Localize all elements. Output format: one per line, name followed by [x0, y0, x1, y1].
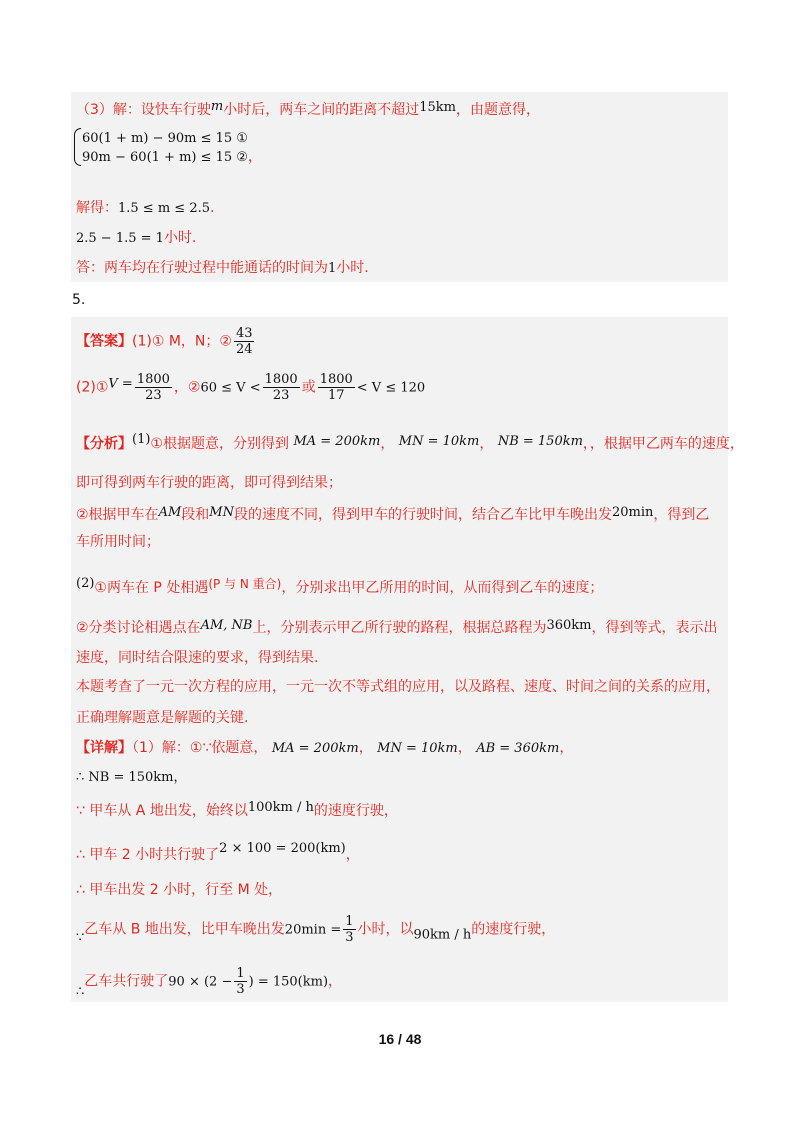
frac-den: 3	[236, 982, 245, 997]
analysis-p4c: ，得到等式，表示出	[591, 620, 718, 636]
analysis-part2-num: (2)	[76, 576, 95, 591]
detail-d6c: 的速度行驶，	[471, 921, 556, 938]
part3-intro: （3）解：设快车行驶	[76, 102, 211, 118]
frac-num: 1800	[264, 372, 298, 387]
detail-line-3	[76, 799, 398, 820]
analysis-line-9: 正确理解题意是解题的关键.	[76, 710, 249, 726]
solve-line	[76, 199, 214, 218]
part3-intro-line	[76, 98, 540, 119]
analysis-line-7: 速度，同时结合限速的要求，得到结果.	[76, 650, 319, 666]
analysis-part1-num: (1)	[132, 432, 151, 447]
detail-fraction-1-3-a	[343, 914, 355, 945]
detail-mn: MN = 10km	[377, 741, 458, 756]
detail-tag: 【详解】	[76, 740, 132, 756]
distance-15km: 15km	[419, 100, 456, 115]
analysis-p3b: ，分别求出甲乙所用的时间，从而得到乙车的速度；	[281, 580, 604, 596]
difference-text: 小时.	[163, 230, 197, 246]
answer-range1: 60 ≤ V <	[200, 380, 261, 396]
detail-speed-100: 100km / h	[247, 800, 314, 815]
answer-sep: ，②	[173, 379, 201, 396]
detail-d6b: 小时，以	[357, 921, 414, 938]
detail-d4a: ∴ 甲车 2 小时共行驶了	[76, 847, 220, 863]
analysis-p1a: ①根据题意，分别得到	[150, 436, 289, 452]
frac-den: 23	[272, 388, 290, 403]
part3-answer-num: 1	[328, 261, 337, 276]
detail-d7-math2: ) = 150(km)	[248, 974, 329, 990]
analysis-p3a: ①两车在 P 处相遇	[94, 580, 209, 596]
var-m: m	[210, 99, 224, 114]
analysis-20min: 20min	[611, 505, 654, 520]
answer-or: 或	[301, 379, 316, 396]
analysis-line-6	[76, 617, 718, 637]
analysis-am: AM	[158, 505, 182, 520]
frac-num: 1800	[319, 372, 353, 387]
detail-d5: ∴ 甲车出发 2 小时，行至 M 处，	[76, 882, 283, 898]
analysis-p4a: ②分类讨论相遇点在	[76, 620, 201, 636]
frac-den: 17	[327, 388, 345, 403]
analysis-p2b: 段和	[181, 507, 210, 523]
page-number: 16 / 48	[378, 1031, 422, 1047]
frac-den: 3	[345, 930, 354, 945]
part3-answer-end: 小时.	[336, 260, 369, 276]
analysis-tag: 【分析】	[76, 436, 132, 452]
analysis-p1b: ，根据甲乙两车的速度，	[589, 436, 744, 452]
analysis-nb: NB = 150km	[497, 434, 583, 449]
detail-ab: AB = 360km	[476, 741, 560, 756]
inequality-brace	[74, 128, 81, 166]
solution-box-part3	[71, 92, 728, 282]
detail-line-4: ∴ 甲车 2 小时共行驶了2 × 100 = 200(km)，	[76, 841, 360, 863]
solve-math: 1.5 ≤ m ≤ 2.5	[118, 201, 210, 216]
detail-fraction-1-3-b	[234, 966, 246, 997]
analysis-mn: MN = 10km	[398, 434, 480, 449]
detail-d1a: （1）解：①∵依题意，	[132, 740, 268, 756]
frac-den: 24	[235, 342, 253, 357]
difference-line	[76, 229, 196, 248]
analysis-line-3	[76, 504, 709, 524]
frac-num: 1	[236, 966, 245, 981]
inequality-2	[82, 148, 262, 167]
detail-d6a: 乙车从 B 地出发，比甲车晚出发	[84, 921, 285, 938]
frac-num: 1800	[136, 372, 170, 387]
analysis-p2c: 段的速度不同，得到甲车的行驶时间，结合乙车比甲车晚出发	[233, 507, 612, 523]
detail-d3a: ∵ 甲车从 A 地出发，始终以	[76, 803, 248, 819]
answer-v-eq: V =	[108, 376, 133, 392]
answer-fraction-1800-23-b	[263, 372, 300, 403]
analysis-line-5	[76, 575, 603, 597]
answer-line-1	[76, 326, 256, 357]
inequality-1-text: 60(1 + m) − 90m ≤ 15 ①	[82, 131, 248, 146]
detail-line-7: ∴乙车共行驶了90 × (2 − $\frac{1}{3}$ ) = 150(km)，	[76, 966, 343, 1000]
detail-d4-math: 2 × 100 = 200(km)	[219, 841, 346, 856]
detail-d7-math1: 90 × (2 −	[168, 974, 233, 990]
analysis-line-2: 即可得到两车行驶的距离，即可得到结果；	[76, 475, 342, 491]
analysis-line-1: 【分析】(1)①根据题意，分别得到 MA = 200km， MN = 10km， NB = 150km，，根据甲乙两车的速度，	[76, 432, 744, 452]
answer-range2: < V ≤ 120	[356, 380, 426, 396]
answer-part1: (1)① M，N；②	[132, 333, 232, 350]
analysis-am-nb: AM, NB	[200, 618, 253, 633]
analysis-p4b: 上，分别表示甲乙所行驶的路程，根据总路程为	[252, 620, 547, 636]
frac-num: 1	[345, 914, 354, 929]
question-number: 5.	[72, 292, 86, 308]
part3-intro-end: ，由题意得，	[456, 102, 540, 118]
detail-ma: MA = 200km	[271, 741, 359, 756]
answer-fraction-1800-17	[318, 372, 355, 403]
solve-label: 解得：	[76, 200, 118, 216]
answer-part2-prefix: (2)①	[76, 379, 109, 396]
part3-intro-mid: 小时后，两车之间的距离不超过	[223, 102, 420, 118]
inequality-1	[82, 129, 248, 148]
analysis-ma: MA = 200km	[293, 434, 381, 449]
detail-line-5	[76, 881, 282, 899]
frac-den: 23	[145, 388, 162, 403]
detail-speed-90: 90km / h	[413, 927, 472, 943]
detail-line-1: 【详解】（1）解：①∵依题意， MA = 200km， MN = 10km， AB = 360km，	[76, 740, 574, 756]
part3-answer-line	[76, 259, 369, 278]
analysis-total-360km: 360km	[546, 618, 592, 633]
answer-fraction-1800-23-a	[135, 372, 172, 403]
detail-20min: 20min =	[284, 922, 342, 938]
part3-answer-prefix: 答：两车均在行驶过程中能通话的时间为	[76, 260, 328, 276]
analysis-p2a: ②根据甲车在	[76, 507, 159, 523]
analysis-p2d: ，得到乙	[653, 507, 710, 523]
detail-d7-end: ，	[328, 973, 343, 990]
inequality-2-text: 90m − 60(1 + m) ≤ 15 ②	[82, 150, 248, 165]
detail-line-6: ∵乙车从 B 地出发，比甲车晚出发20min = $\frac{1}{3}$ 小时，以90km / h的速度行驶，	[76, 914, 556, 946]
inequality-2-end: ，	[247, 149, 262, 165]
analysis-line-4: 车所用时间；	[76, 534, 160, 550]
difference-math: 2.5 − 1.5 = 1	[76, 231, 164, 246]
detail-line-2	[76, 768, 187, 787]
answer-fraction-43-24	[234, 326, 255, 357]
frac-num: 43	[235, 326, 253, 341]
detail-nb: ∴ NB = 150km，	[76, 770, 187, 785]
solve-end: .	[210, 200, 215, 216]
detail-d7a: 乙车共行驶了	[84, 973, 169, 990]
analysis-p3-paren: (P 与 N 重合)	[208, 577, 282, 591]
detail-d3b: 的速度行驶，	[313, 803, 398, 819]
analysis-mn2: MN	[209, 505, 234, 520]
answer-line-2	[76, 372, 425, 403]
answer-tag: 【答案】	[76, 333, 132, 350]
analysis-line-8: 本题考查了一元一次方程的应用，一元一次不等式组的应用，以及路程、速度、时间之间的关系的应用，	[76, 679, 720, 695]
